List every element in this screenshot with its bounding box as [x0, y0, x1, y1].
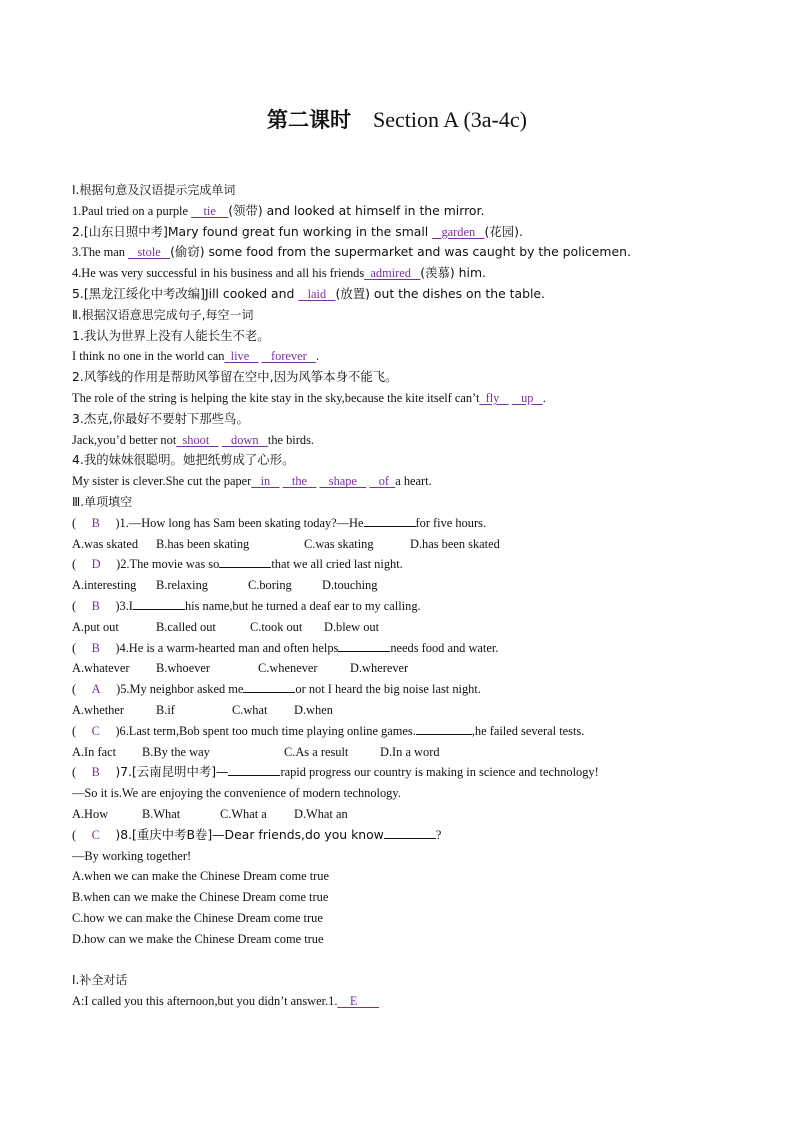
- answer-blank: down: [231, 432, 259, 447]
- section-4-heading: Ⅰ.补全对话: [72, 973, 128, 988]
- s3-question-6-options: A.In fact B.By the way C.As a result D.In a word: [72, 744, 440, 759]
- s3-question-5-options: A.whether B.if C.what D.when: [72, 702, 333, 717]
- s2-question-4-english: My sister is clever.She cut the paper in the shape of a heart.: [72, 474, 432, 489]
- answer-blank: tie: [203, 203, 216, 218]
- s3-question-8-option-c: C.how we can make the Chinese Dream come true: [72, 910, 323, 925]
- s2-question-2-english: The role of the string is helping the kite stay in the sky,because the kite itself can’t fly up .: [72, 390, 546, 405]
- answer-blank: laid: [307, 286, 327, 301]
- s1-question-4: 4.He was very successful in his business and all his friends admired (羡慕) him.: [72, 265, 486, 281]
- choice-answer: B: [91, 765, 100, 780]
- s2-question-1-chinese: 1.我认为世界上没有人能长生不老。: [72, 327, 270, 343]
- s3-question-2: ( D )2.The movie was so that we all cried last night.: [72, 557, 403, 572]
- answer-blank: of: [378, 474, 390, 489]
- answer-blank: shoot: [182, 432, 210, 447]
- s3-question-4: ( B )4.He is a warm-hearted man and often helps needs food and water.: [72, 640, 499, 655]
- s1-question-3: 3.The man stole (偷窃) some food from the supermarket and was caught by the policemen.: [72, 244, 631, 260]
- answer-blank: forever: [270, 349, 307, 364]
- s1-question-2: 2.[山东日照中考]Mary found great fun working in the small garden (花园).: [72, 223, 523, 239]
- fill-blank: [133, 597, 185, 610]
- choice-answer: B: [91, 640, 100, 655]
- answer-blank: admired: [370, 266, 411, 281]
- s3-question-5: ( A )5.My neighbor asked me or not I heard the big noise last night.: [72, 682, 481, 697]
- s3-question-1-options: A.was skated B.has been skating C.was skating D.has been skated: [72, 536, 500, 551]
- title-lesson: 第二课时: [267, 108, 352, 132]
- answer-blank: stole: [137, 245, 161, 260]
- s3-question-3: ( B )3.I his name,but he turned a deaf ear to my calling.: [72, 598, 421, 613]
- s3-question-7: ( B )7.[云南昆明中考]— rapid progress our country is making in science and technology!: [72, 764, 599, 780]
- choice-answer: B: [91, 515, 100, 530]
- answer-blank: shape: [328, 474, 357, 489]
- answer-blank: up: [521, 390, 534, 405]
- s3-question-8-option-d: D.how can we make the Chinese Dream come true: [72, 931, 324, 946]
- answer-blank: live: [230, 349, 250, 364]
- page-title: [0, 104, 794, 134]
- s3-question-8-option-a: A.when we can make the Chinese Dream come true: [72, 869, 330, 884]
- section-3-heading: Ⅲ.单项填空: [72, 494, 133, 509]
- choice-answer: C: [91, 827, 100, 842]
- fill-blank: [364, 514, 416, 527]
- s1-question-5: 5.[黑龙江绥化中考改编]Jill cooked and laid (放置) out the dishes on the table.: [72, 285, 545, 301]
- section-2-heading: Ⅱ.根据汉语意思完成句子,每空一词: [72, 307, 254, 322]
- s2-question-4-chinese: 4.我的妹妹很聪明。她把纸剪成了心形。: [72, 452, 295, 468]
- fill-blank: [384, 826, 436, 839]
- choice-answer: A: [91, 682, 101, 697]
- answer-blank: fly: [485, 390, 500, 405]
- worksheet-content: [72, 180, 732, 1012]
- fill-blank: [219, 555, 271, 568]
- s3-question-7-reply: —So it is.We are enjoying the convenience of modern technology.: [72, 786, 401, 801]
- s3-question-1: ( B )1.—How long has Sam been skating today?—He for five hours.: [72, 515, 487, 530]
- answer-blank: the: [291, 474, 308, 489]
- fill-blank: [338, 639, 390, 652]
- fill-blank: [243, 680, 295, 693]
- s3-question-8: ( C )8.[重庆中考B卷]—Dear friends,do you know ?: [72, 826, 442, 842]
- answer-blank: E: [349, 994, 358, 1009]
- answer-blank: garden: [441, 224, 476, 239]
- dialogue-line-1: A:I called you this afternoon,but you didn’t answer.1. E: [72, 991, 732, 1012]
- s2-question-3-english: Jack,you’d better not shoot down the birds.: [72, 432, 314, 447]
- choice-answer: D: [91, 557, 101, 572]
- section-gap: [72, 949, 732, 970]
- s1-question-1: 1.Paul tried on a purple tie (领带) and looked at himself in the mirror.: [72, 202, 485, 218]
- s3-question-8-option-b: B.when can we make the Chinese Dream come true: [72, 890, 329, 905]
- s3-question-3-options: A.put out B.called out C.took out D.blew out: [72, 619, 380, 634]
- fill-blank: [416, 722, 472, 735]
- choice-answer: B: [91, 598, 100, 613]
- s3-question-7-options: A.How B.What C.What a D.What an: [72, 806, 348, 821]
- s3-question-6: ( C )6.Last term,Bob spent too much time playing online games. ,he failed several tests.: [72, 723, 585, 738]
- s3-question-8-reply: —By working together!: [72, 848, 192, 863]
- fill-blank: [228, 763, 280, 776]
- answer-blank: in: [260, 474, 271, 489]
- choice-answer: C: [91, 723, 100, 738]
- s3-question-4-options: A.whatever B.whoever C.whenever D.wherever: [72, 661, 409, 676]
- s2-question-3-chinese: 3.杰克,你最好不要射下那些鸟。: [72, 410, 249, 426]
- section-1-heading: Ⅰ.根据句意及汉语提示完成单词: [72, 183, 236, 197]
- s2-question-2-chinese: 2.风筝线的作用是帮助风筝留在空中,因为风筝本身不能飞。: [72, 369, 398, 385]
- s2-question-1-english: I think no one in the world can live forever .: [72, 349, 320, 364]
- title-section: Section A (3a-4c): [373, 107, 527, 132]
- s3-question-2-options: A.interesting B.relaxing C.boring D.touching: [72, 578, 378, 593]
